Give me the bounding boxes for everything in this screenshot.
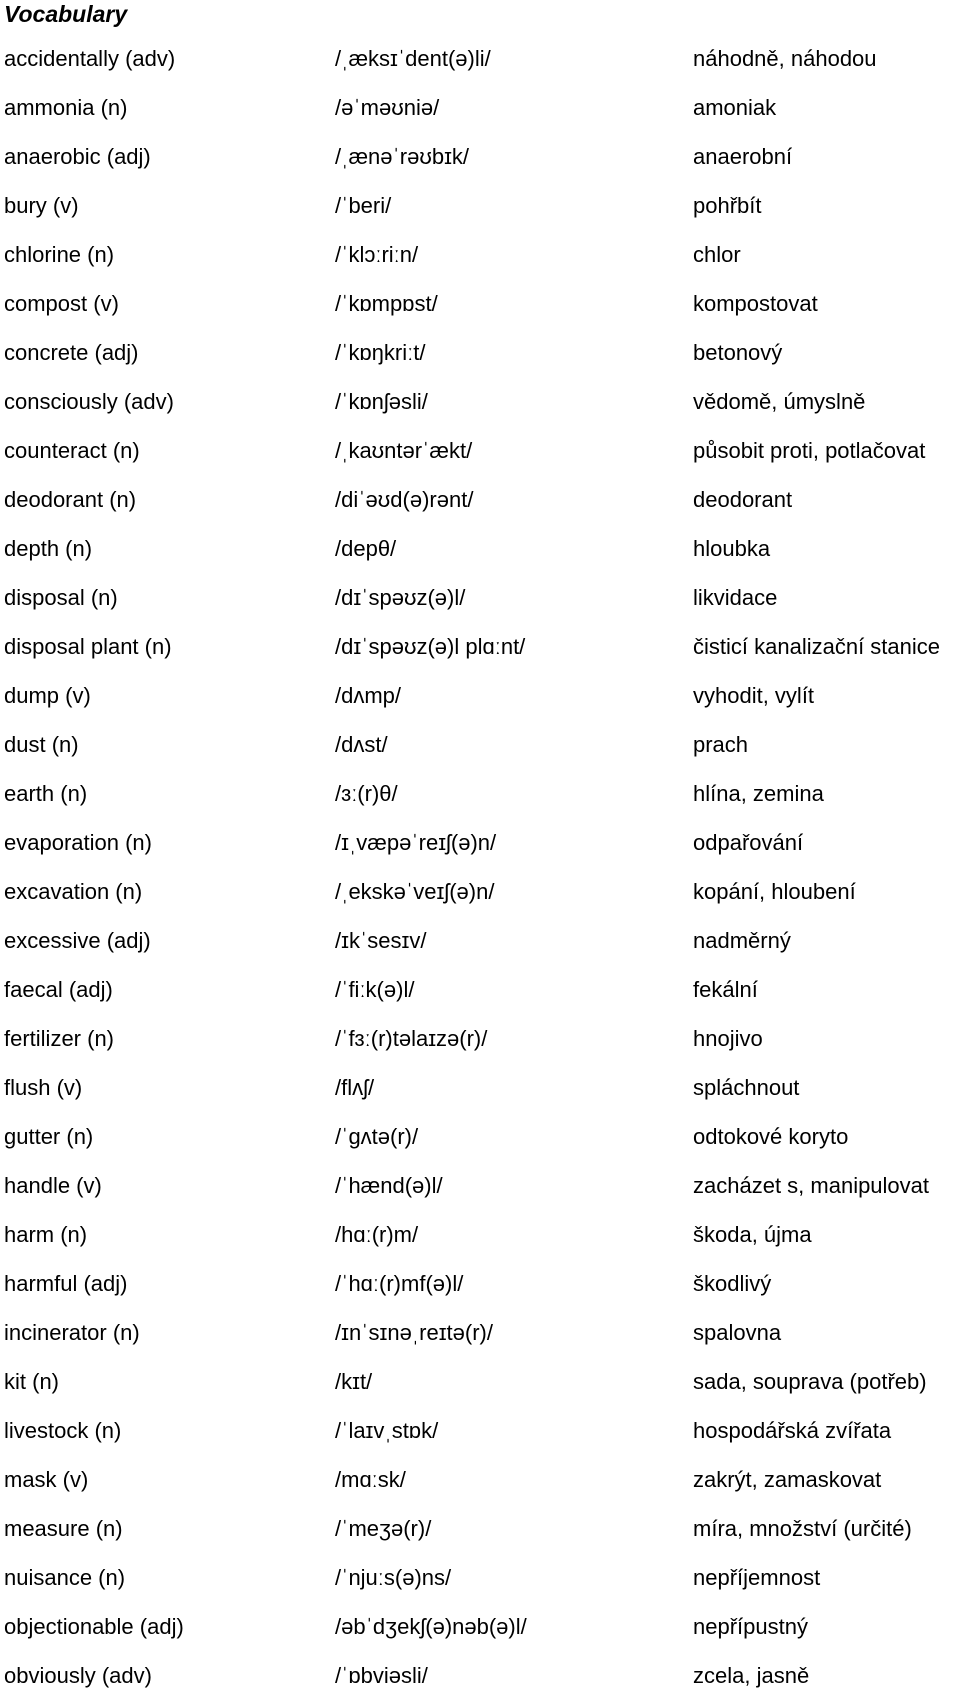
english-word: accidentally (adv): [4, 46, 176, 71]
vocabulary-row: [0, 430, 960, 479]
vocabulary-row: [0, 1312, 960, 1361]
czech-translation: nadměrný: [693, 928, 791, 953]
english-word: deodorant (n): [4, 487, 137, 512]
english-word: incinerator (n): [4, 1320, 140, 1345]
vocabulary-row: [0, 381, 960, 430]
english-word: excessive (adj): [4, 928, 151, 953]
pronunciation: /ɜː(r)θ/: [335, 781, 398, 806]
vocabulary-row: [0, 1361, 960, 1410]
vocabulary-row: [0, 871, 960, 920]
vocabulary-row: [0, 773, 960, 822]
page-title: Vocabulary: [4, 1, 128, 27]
pronunciation: /ˈklɔːriːn/: [335, 242, 419, 267]
pronunciation: /ˌæksɪˈdent(ə)li/: [335, 46, 491, 71]
pronunciation: /ˌænəˈrəʊbɪk/: [335, 144, 470, 169]
pronunciation: /ˈhænd(ə)l/: [335, 1173, 443, 1198]
english-word: disposal (n): [4, 585, 118, 610]
pronunciation: /ˈhɑː(r)mf(ə)l/: [335, 1271, 464, 1296]
czech-translation: hlína, zemina: [693, 781, 824, 806]
czech-translation: pohřbít: [693, 193, 762, 218]
czech-translation: škodlivý: [693, 1271, 772, 1296]
english-word: dust (n): [4, 732, 79, 757]
vocabulary-row: [0, 1263, 960, 1312]
pronunciation: /dɪˈspəʊz(ə)l plɑːnt/: [335, 634, 526, 659]
english-word: dump (v): [4, 683, 91, 708]
vocabulary-row: [0, 1165, 960, 1214]
czech-translation: amoniak: [693, 95, 777, 120]
english-word: harm (n): [4, 1222, 88, 1247]
english-word: compost (v): [4, 291, 119, 316]
czech-translation: fekální: [693, 977, 758, 1002]
czech-translation: zacházet s, manipulovat: [693, 1173, 930, 1198]
english-word: harmful (adj): [4, 1271, 128, 1296]
pronunciation: /mɑːsk/: [335, 1467, 406, 1492]
vocabulary-row: [0, 479, 960, 528]
pronunciation: /ˈkɒŋkriːt/: [335, 340, 426, 365]
pronunciation: /ɪˌvæpəˈreɪʃ(ə)n/: [335, 830, 497, 855]
czech-translation: míra, množství (určité): [693, 1516, 912, 1541]
vocabulary-row: [0, 1655, 960, 1704]
english-word: earth (n): [4, 781, 88, 806]
english-word: depth (n): [4, 536, 93, 561]
vocabulary-row: [0, 1067, 960, 1116]
english-word: chlorine (n): [4, 242, 115, 267]
pronunciation: /ˈfɜː(r)təlaɪzə(r)/: [335, 1026, 488, 1051]
czech-translation: prach: [693, 732, 749, 757]
czech-translation: kompostovat: [693, 291, 818, 316]
czech-translation: hloubka: [693, 536, 771, 561]
vocabulary-row: [0, 87, 960, 136]
vocabulary-row: [0, 969, 960, 1018]
vocabulary-row: [0, 528, 960, 577]
pronunciation: /flʌʃ/: [335, 1075, 375, 1100]
english-word: ammonia (n): [4, 95, 128, 120]
vocabulary-row: [0, 38, 960, 87]
english-word: objectionable (adj): [4, 1614, 184, 1639]
english-word: concrete (adj): [4, 340, 139, 365]
english-word: obviously (adv): [4, 1663, 152, 1688]
vocabulary-row: [0, 1214, 960, 1263]
vocabulary-row: [0, 283, 960, 332]
english-word: consciously (adv): [4, 389, 174, 414]
pronunciation: /dɪˈspəʊz(ə)l/: [335, 585, 466, 610]
vocabulary-row: [0, 1557, 960, 1606]
pronunciation: /diˈəʊd(ə)rənt/: [335, 487, 474, 512]
pronunciation: /ˈnjuːs(ə)ns/: [335, 1565, 452, 1590]
english-word: livestock (n): [4, 1418, 122, 1443]
czech-translation: zcela, jasně: [693, 1663, 810, 1688]
czech-translation: působit proti, potlačovat: [693, 438, 926, 463]
english-word: anaerobic (adj): [4, 144, 151, 169]
czech-translation: zakrýt, zamaskovat: [693, 1467, 882, 1492]
czech-translation: sada, souprava (potřeb): [693, 1369, 927, 1394]
pronunciation: /ˈlaɪvˌstɒk/: [335, 1418, 439, 1443]
pronunciation: /ˌekskəˈveɪʃ(ə)n/: [335, 879, 495, 904]
english-word: kit (n): [4, 1369, 59, 1394]
english-word: mask (v): [4, 1467, 89, 1492]
pronunciation: /ˈmeʒə(r)/: [335, 1516, 432, 1541]
english-word: flush (v): [4, 1075, 83, 1100]
vocabulary-row: [0, 577, 960, 626]
vocabulary-row: [0, 1116, 960, 1165]
pronunciation: /əbˈdʒekʃ(ə)nəb(ə)l/: [335, 1614, 527, 1639]
vocabulary-row: [0, 1459, 960, 1508]
english-word: counteract (n): [4, 438, 140, 463]
english-word: bury (v): [4, 193, 79, 218]
vocabulary-row: [0, 1410, 960, 1459]
czech-translation: náhodně, náhodou: [693, 46, 877, 71]
pronunciation: /əˈməʊniə/: [335, 95, 440, 120]
vocabulary-row: [0, 136, 960, 185]
pronunciation: /depθ/: [335, 536, 397, 561]
vocabulary-table: [0, 38, 960, 1704]
czech-translation: hnojivo: [693, 1026, 763, 1051]
pronunciation: /ˈɒbviəsli/: [335, 1663, 428, 1688]
czech-translation: spláchnout: [693, 1075, 800, 1100]
czech-translation: chlor: [693, 242, 741, 267]
pronunciation: /ɪnˈsɪnəˌreɪtə(r)/: [335, 1320, 493, 1345]
pronunciation: /kɪt/: [335, 1369, 373, 1394]
czech-translation: kopání, hloubení: [693, 879, 856, 904]
english-word: measure (n): [4, 1516, 123, 1541]
czech-translation: nepříjemnost: [693, 1565, 821, 1590]
vocabulary-row: [0, 185, 960, 234]
pronunciation: /hɑː(r)m/: [335, 1222, 419, 1247]
czech-translation: škoda, újma: [693, 1222, 812, 1247]
pronunciation: /dʌst/: [335, 732, 388, 757]
vocabulary-row: [0, 234, 960, 283]
english-word: disposal plant (n): [4, 634, 172, 659]
pronunciation: /dʌmp/: [335, 683, 402, 708]
czech-translation: hospodářská zvířata: [693, 1418, 892, 1443]
english-word: evaporation (n): [4, 830, 152, 855]
english-word: nuisance (n): [4, 1565, 126, 1590]
english-word: fertilizer (n): [4, 1026, 115, 1051]
czech-translation: odpařování: [693, 830, 804, 855]
czech-translation: anaerobní: [693, 144, 793, 169]
pronunciation: /ˌkaʊntərˈækt/: [335, 438, 473, 463]
vocabulary-row: [0, 626, 960, 675]
english-word: handle (v): [4, 1173, 102, 1198]
vocabulary-row: [0, 332, 960, 381]
pronunciation: /ˈfiːk(ə)l/: [335, 977, 415, 1002]
czech-translation: vyhodit, vylít: [693, 683, 815, 708]
czech-translation: deodorant: [693, 487, 793, 512]
czech-translation: betonový: [693, 340, 783, 365]
czech-translation: nepřípustný: [693, 1614, 808, 1639]
pronunciation: /ˈɡʌtə(r)/: [335, 1124, 419, 1149]
pronunciation: /ˈkɒnʃəsli/: [335, 389, 428, 414]
czech-translation: likvidace: [693, 585, 778, 610]
pronunciation: /ˈkɒmpɒst/: [335, 291, 438, 316]
english-word: excavation (n): [4, 879, 143, 904]
vocabulary-row: [0, 1508, 960, 1557]
vocabulary-row: [0, 675, 960, 724]
vocabulary-row: [0, 920, 960, 969]
vocabulary-row: [0, 1018, 960, 1067]
vocabulary-row: [0, 822, 960, 871]
english-word: gutter (n): [4, 1124, 94, 1149]
czech-translation: spalovna: [693, 1320, 782, 1345]
czech-translation: čisticí kanalizační stanice: [693, 634, 940, 659]
pronunciation: /ɪkˈsesɪv/: [335, 928, 427, 953]
czech-translation: odtokové koryto: [693, 1124, 849, 1149]
vocabulary-row: [0, 724, 960, 773]
czech-translation: vědomě, úmyslně: [693, 389, 866, 414]
vocabulary-row: [0, 1606, 960, 1655]
pronunciation: /ˈberi/: [335, 193, 392, 218]
english-word: faecal (adj): [4, 977, 113, 1002]
